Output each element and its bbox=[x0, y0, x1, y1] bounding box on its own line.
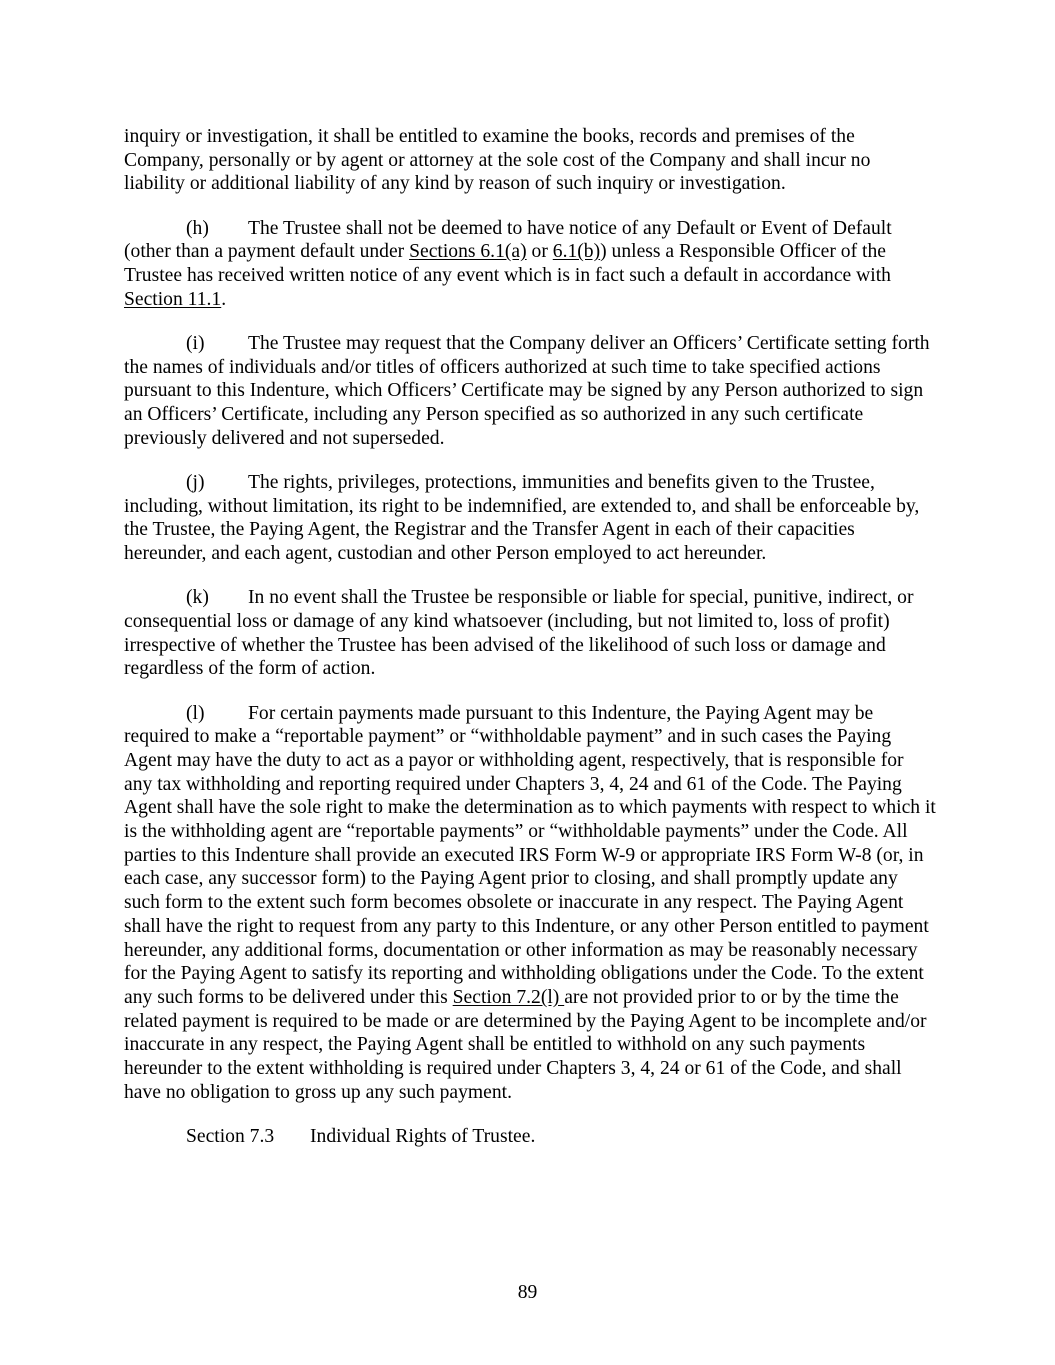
paragraph-text: . bbox=[221, 288, 227, 310]
section-number: Section 7.3 bbox=[186, 1126, 275, 1148]
paragraph-marker: (j) bbox=[186, 471, 205, 493]
page-number: 89 bbox=[517, 1282, 538, 1303]
document-body bbox=[124, 125, 936, 1169]
paragraph-marker: (h) bbox=[186, 217, 209, 239]
paragraph-text: In no event shall the Trustee be responsible or liable for special, punitive, indirect, or consequential loss or damage of any kind whatsoever (including, but not limited to, loss of profit) irrespective of whether the Trustee has been advised of the likelihood of such loss or damage and regardless of the form of action. bbox=[124, 587, 914, 680]
paragraph-text: The rights, privileges, protections, immunities and benefits given to the Trustee, including, without limitation, its right to be indemnified, are extended to, and shall be enforceable by, the Trustee, the Paying Agent, the Registrar and the Transfer Agent in each of their capacities hereunder, and each agent, custodian and other Person employed to act hereunder. bbox=[124, 471, 920, 565]
paragraph-marker: (k) bbox=[186, 587, 209, 609]
paragraph-i bbox=[124, 332, 936, 451]
section-reference: 6.1(b) bbox=[552, 241, 601, 263]
paragraph-k bbox=[124, 586, 936, 681]
paragraph-marker: (l) bbox=[186, 702, 205, 724]
paragraph-l bbox=[124, 702, 936, 1105]
continuation-paragraph: inquiry or investigation, it shall be entitled to examine the books, records and premises of the Company, personally or by agent or attorney at the sole cost of the Company and shall incur no liability or additional liability of any kind by reason of such inquiry or investigation. bbox=[124, 126, 871, 195]
paragraph-marker: (i) bbox=[186, 332, 205, 354]
paragraph-h bbox=[124, 217, 936, 312]
paragraph-text: For certain payments made pursuant to this Indenture, the Paying Agent may be required to make a “reportable payment” or “withholdable payment” and in such cases the Paying Agent may have the duty to act as a payor or withholding agent, respectively, that is responsible for any tax withholding and reporting required under Chapters 3, 4, 24 and 61 of the Code. The Paying Agent shall have the sole right to make the determination as to which payments with respect to which it is the withholding agent are “reportable payments” or “withholdable payments” under the Code. All parties to this Indenture shall provide an executed IRS Form W-9 or appropriate IRS Form W-8 (or, in each case, any successor form) to the Paying Agent prior to closing, and shall promptly update any such form to the extent such form becomes obsolete or inaccurate in any respect. The Paying Agent shall have the right to request from any party to this Indenture, or any other Person entitled to payment hereunder, any additional forms, documentation or other information as may be reasonably necessary for the Paying Agent to satisfy its reporting and withholding obligations under the Code. To the extent any such forms to be delivered under this bbox=[124, 702, 936, 1008]
section-title: Individual Rights of Trustee. bbox=[310, 1126, 536, 1148]
paragraph-text: are not provided prior to or by the time the related payment is required to be made or are determined by the Paying Agent to be incomplete and/or inaccurate in any respect, the Paying Agent shall be entitled to withhold on any such payments hereunder to the extent withholding is required under Chapters 3, 4, 24 or 61 of the Code, and shall have no obligation to gross up any such payment. bbox=[124, 987, 927, 1103]
paragraph-text: or bbox=[526, 241, 553, 263]
section-reference: Sections 6.1(a) bbox=[409, 241, 527, 263]
section-heading bbox=[124, 1125, 936, 1149]
paragraph-text: ) unless a Responsible Officer of the Trustee has received written notice of any event which is in fact such a default in accordance with bbox=[124, 241, 891, 287]
section-reference: Section 11.1 bbox=[124, 288, 222, 310]
section-reference: Section 7.2(l) bbox=[452, 987, 565, 1008]
paragraph-j bbox=[124, 471, 936, 566]
paragraph-text: The Trustee may request that the Company deliver an Officers’ Certificate setting forth the names of individuals and/or titles of officers authorized at such time to take specified actions pursuant to this Indenture, which Officers’ Certificate may be signed by any Person authorized to sign an Officers’ Certificate, including any Person specified as so authorized in any such certificate previously delivered and not superseded. bbox=[124, 332, 930, 449]
paragraph-text: The Trustee shall not be deemed to have notice of any Default or Event of Default (other than a payment default under bbox=[124, 217, 892, 263]
